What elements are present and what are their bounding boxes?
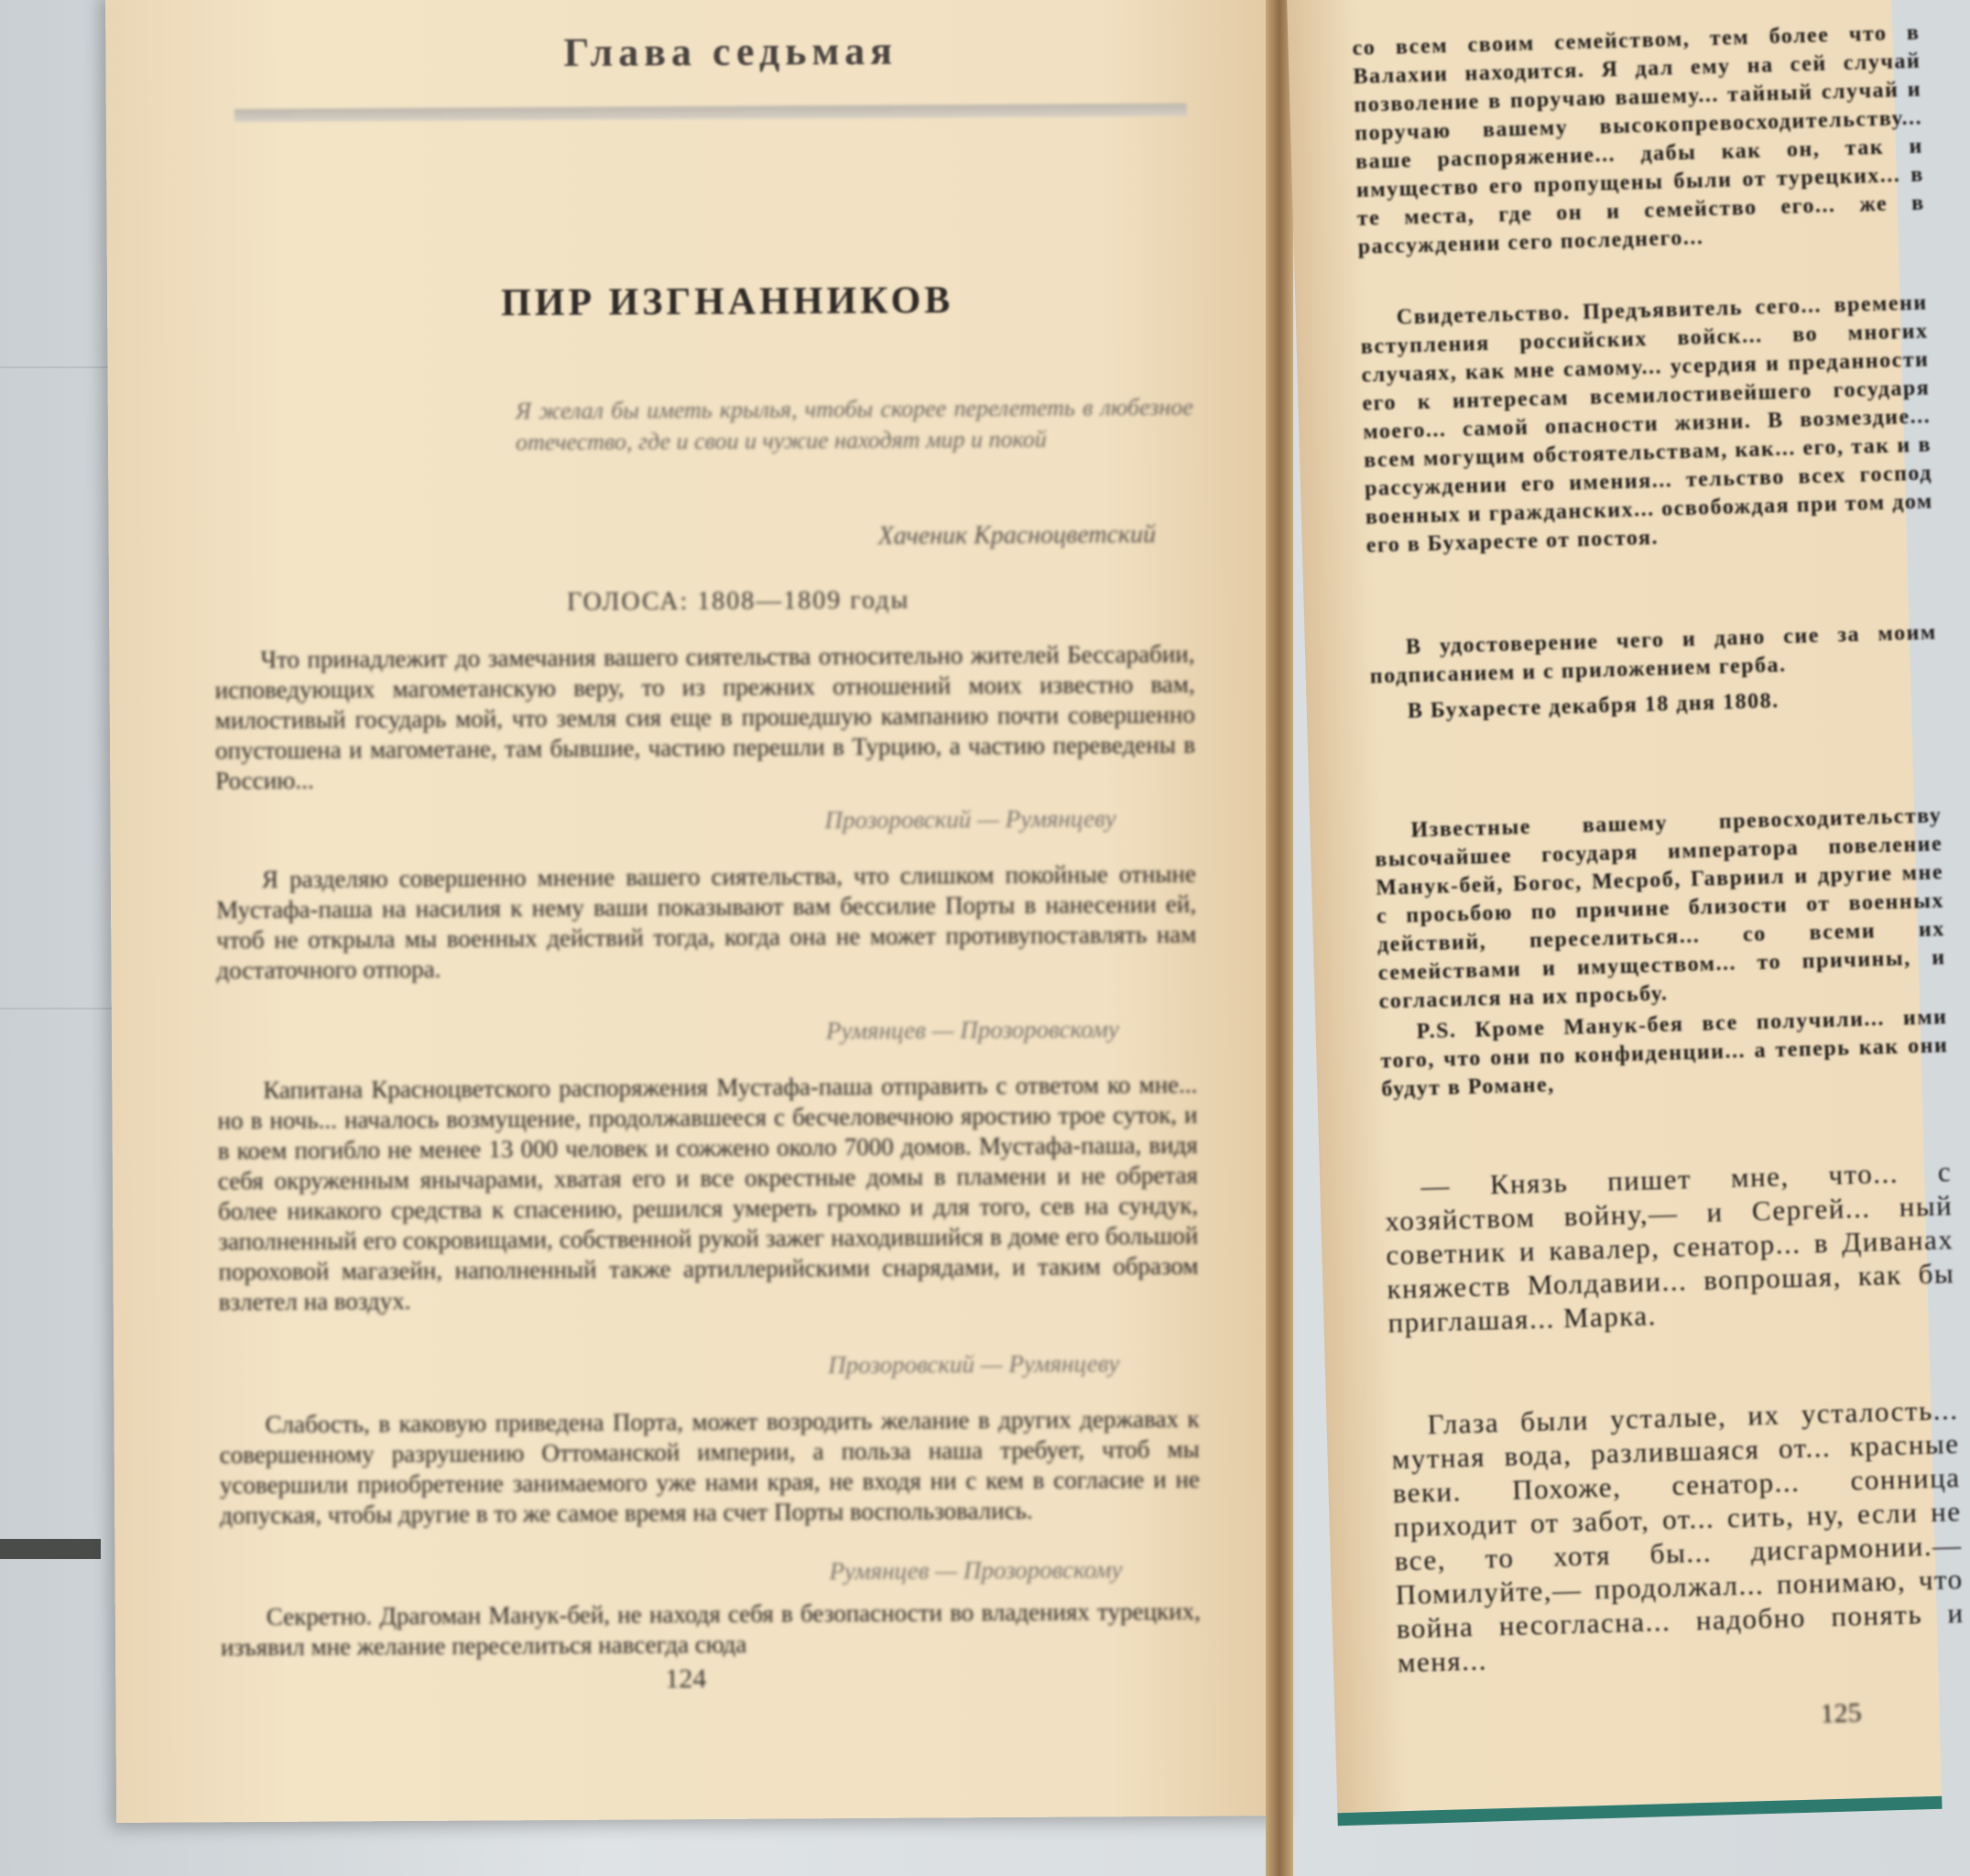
epigraph-author: Хаченик Красноцветский (877, 520, 1157, 551)
book-gutter (1266, 0, 1293, 1876)
document-paragraph: Капитана Красноцветского распоряжения Мустафа-паша отправить с ответом ко мне... но в ночь... началось возмущение, продолжавшееся с бесчеловечною яростию трое суток, и в коем погибло не менее 13 000 человек и сожжено около 7000 домов. Мустафа-паша, видя себя окруженным янычарами, хватая его и все окрестные домы в пламени и не обретая более никакого средства к спасению, решился умереть громко и для того, сев на сундук, заполненный его сокровищами, собственной рукой зажег находившийся в доме его большой пороховой магазейн, наполненный также артиллерийскими снарядами, и таким образом взлетел на воздух. (217, 1070, 1199, 1316)
document-paragraph: Я разделяю совершенно мнение вашего сиятельства, что слишком покойные отныне Мустафа-паша на насилия к нему ваши показывают вам бессилие Порты в нанесении ей, чтоб не открыла мы военных действий тогда, когда она не может противупоставлять нам достаточного отпора. (216, 859, 1197, 985)
paragraph-signature: Прозоровский — Румянцеву (824, 804, 1116, 834)
document-paragraph: со всем своим семейством, тем более что в Валахии находится. Я дал ему на сей случай позволение в поручаю вашему... тайный случай и поручаю вашему высокопревосходительству... ваше распоряжение... дабы как он, так и имущество его пропущены были от турецких... в те места, где он и семейство его... же в рассуждении сего последнего... (1352, 20, 1925, 259)
paragraph-signature: Румянцев — Прозоровскому (825, 1015, 1119, 1045)
document-paragraph: Свидетельство. Предъявитель сего... времени вступления российских войск... во многих случаях, как мне самому... усердия и преданности его к интересам всемилостивейшего государя моего... самой опасности жизни. В возмездие... всем могущим обстоятельствам, как... его, так и в рассуждении его имения... тельство всех господ военных и гражданских... освобождая при том дом его в Бухаресте от постоя. (1360, 290, 1934, 558)
document-date: В Бухаресте декабря 18 дня 1808. (1407, 689, 1780, 724)
page-number-left: 124 (665, 1663, 707, 1695)
document-paragraph: Известные вашему превосходительству высочайшее государя императора повеление Манук-бей, Богос, Месроб, Гавриил и другие мне с просьбою по причине близости от военных действий, переселиться... со всеми их семействами и имуществом... то причины, и согласился на их просьбу. (1375, 803, 1946, 1014)
document-paragraph: Что принадлежит до замечания вашего сиятельства относительно жителей Бессарабии, исповедующих магометанскую веру, то из прежних отношений моих известно вам, милостивый государь мой, что земля сия еще в прошедшую кампанию почти совершенно опустошена и магометане, там бывшие, частию перешли в Турцию, а частию переведены в Россию... (214, 639, 1196, 795)
left-page (105, 0, 1289, 1823)
page-number-right: 125 (1820, 1697, 1863, 1729)
paragraph-signature: Прозоровский — Румянцеву (828, 1349, 1120, 1380)
chapter-title: ПИР ИЗГНАННИКОВ (500, 279, 954, 325)
document-paragraph: Слабость, в каковую приведена Порта, может возродить желание в других державах к совершенному разрушению Оттоманской империи, а польза наша требует, чтоб мы усовершили приобретение занимаемого уже нами края, не входя ни с кем в согласие и не допуская, чтобы другие в то же самое время на счет Порты воспользовались. (219, 1404, 1201, 1530)
chapter-heading: Глава седьмая (563, 27, 898, 75)
header-rule (234, 104, 1187, 122)
book-edge (0, 1539, 101, 1559)
document-paragraph: P.S. Кроме Манук-бея все получили... ими того, что они по конфиденции... а теперь как они будут в Романе, (1380, 1005, 1949, 1102)
document-paragraph: Глаза были усталые, их усталость... мутная вода, разлившаяся от... красные веки. Похоже, сенатор... сонница приходит от забот, от... сить, ну, если не все, то хотя бы... дисгармонии.— Помилуйте,— продолжал... понимаю, что война несогласна... надобно понять и меня... (1391, 1393, 1965, 1679)
epigraph: Я желал бы иметь крылья, чтобы скорее перелететь в любезное отечество, где и свои и чужие находят мир и покой (515, 393, 1193, 456)
document-paragraph: Секретно. Драгоман Манук-бей, не находя себя в безопасности во владениях турецких, изъявил мне желание переселиться навсегда сюда (220, 1597, 1201, 1662)
right-page (1286, 0, 1965, 1826)
document-paragraph: — Князь пишет мне, что... с хозяйством войну,— и Сергей... ный советник и кавалер, сенатор... в Диванах княжеств Молдавии... вопрошая, как бы приглашая... Марка. (1384, 1155, 1955, 1339)
section-subheading: ГОЛОСА: 1808—1809 годы (566, 585, 910, 616)
document-paragraph: В удостоверение чего и дано сие за моим подписанием и с приложением герба. (1369, 620, 1938, 689)
paragraph-signature: Румянцев — Прозоровскому (829, 1555, 1123, 1586)
